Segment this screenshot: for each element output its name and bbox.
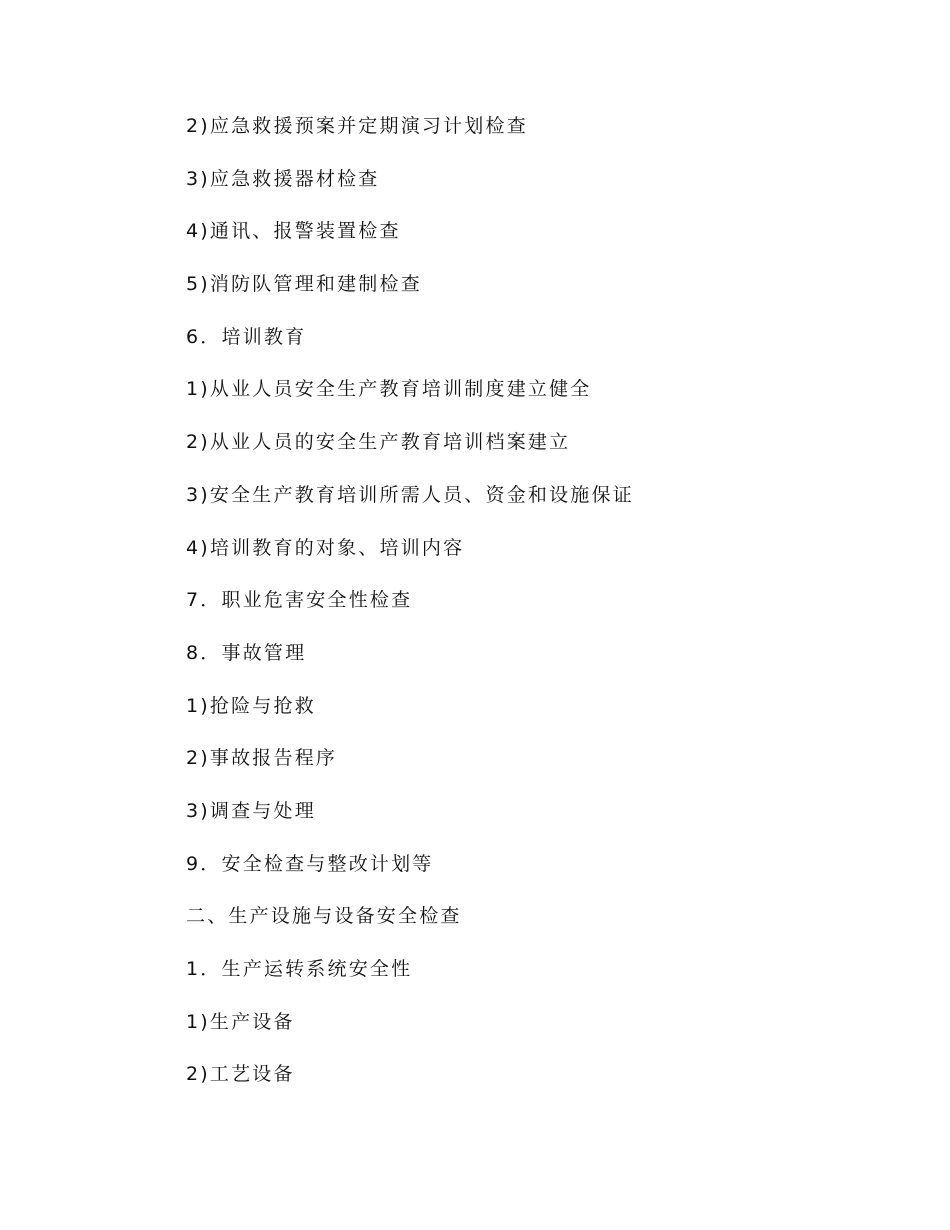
- section-heading: 9．安全检查与整改计划等: [186, 852, 434, 875]
- document-body: [186, 109, 886, 1110]
- text-line: 1)从业人员安全生产教育培训制度建立健全: [186, 378, 592, 401]
- text-line: 2)事故报告程序: [186, 747, 338, 770]
- text-line: 5)消防队管理和建制检查: [186, 273, 422, 296]
- section-heading: 1．生产运转系统安全性: [186, 958, 413, 980]
- text-line: 3)应急救援器材检查: [186, 167, 380, 190]
- text-line: 3)调查与处理: [186, 799, 316, 822]
- section-heading: 8．事故管理: [186, 641, 307, 664]
- text-line: 2)从业人员的安全生产教育培训档案建立: [186, 431, 571, 454]
- section-heading: 7．职业危害安全性检查: [186, 589, 413, 612]
- text-line: 1)抢险与抢救: [186, 694, 316, 717]
- text-line: 4)培训教育的对象、培训内容: [186, 536, 465, 559]
- text-line: 2)工艺设备: [186, 1063, 295, 1086]
- text-line: 3)安全生产教育培训所需人员、资金和设施保证: [186, 483, 634, 506]
- text-line: 2)应急救援预案并定期演习计划检查: [186, 115, 528, 137]
- chapter-heading: 二、生产设施与设备安全检查: [186, 905, 462, 928]
- text-line: 4)通讯、报警装置检查: [186, 220, 401, 243]
- section-heading: 6．培训教育: [186, 325, 307, 348]
- text-line: 1)生产设备: [186, 1010, 295, 1033]
